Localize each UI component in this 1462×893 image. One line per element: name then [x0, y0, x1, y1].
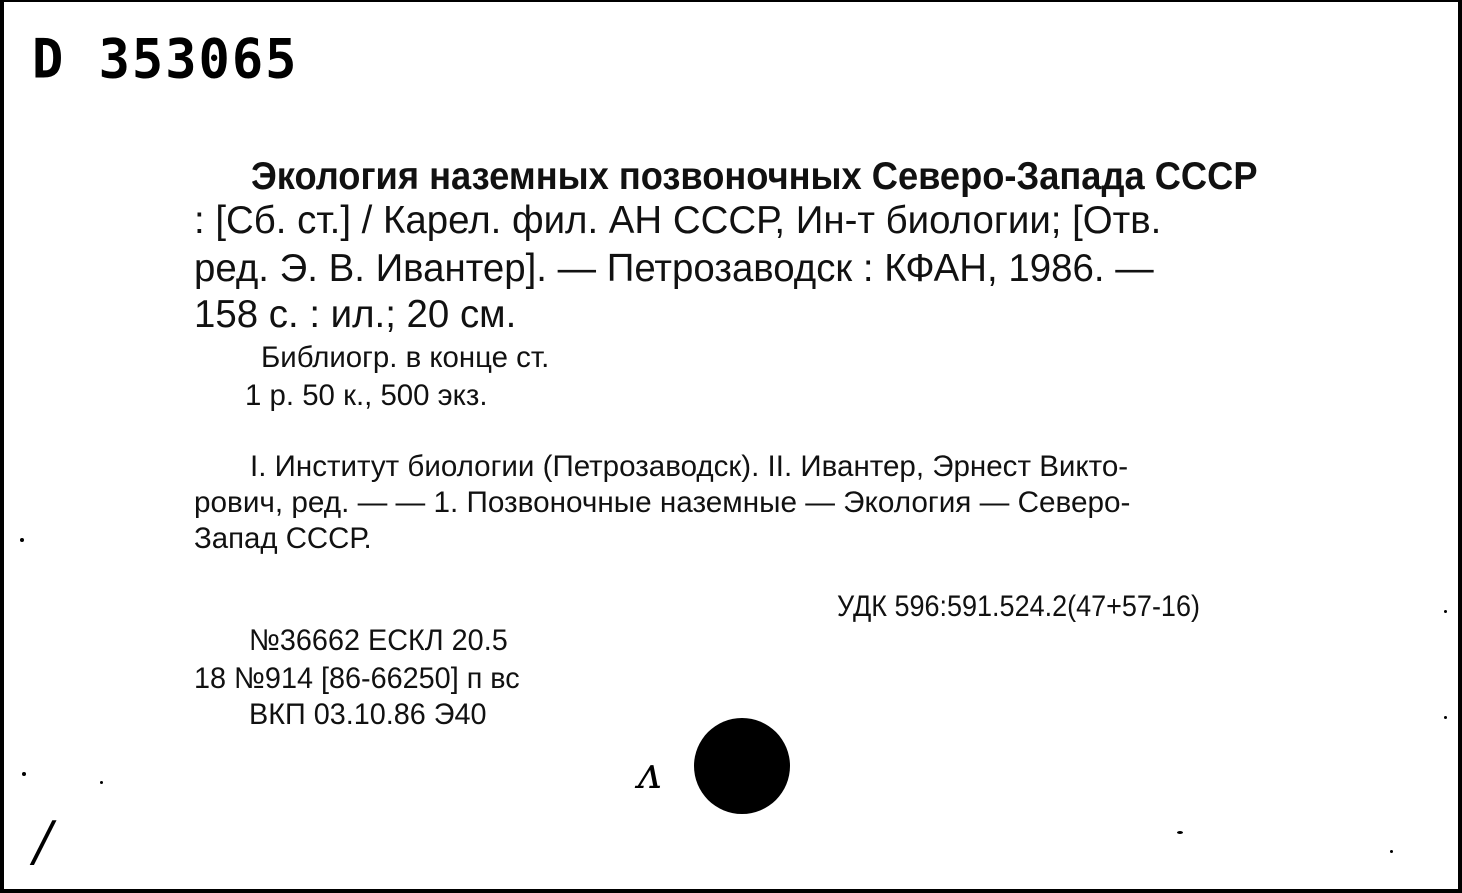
call-number: D 353065 [32, 28, 299, 91]
speck [22, 772, 26, 776]
note-price-copies: 1 р. 50 к., 500 экз. [245, 379, 488, 412]
udk-code: УДК 596:591.524.2(47+57-16) [837, 590, 1200, 623]
tracing-line: рович, ред. — — 1. Позвоночные наземные — Экология — Северо- [194, 486, 1131, 519]
description-line: : [Сб. ст.] / Карел. фил. АН СССР, Ин-т биологии; [Отв. [194, 199, 1162, 242]
description-line: 158 с. : ил.; 20 см. [194, 293, 517, 336]
tracing-line: I. Институт биологии (Петрозаводск). II. Ивантер, Эрнест Викто- [250, 450, 1129, 483]
catalog-line: 18 №914 [86-66250] п вс [194, 662, 520, 695]
note-bibliography: Библиогр. в конце ст. [261, 341, 550, 374]
speck [100, 781, 103, 784]
speck [1444, 610, 1447, 613]
catalog-line: ВКП 03.10.86 Э40 [249, 698, 487, 731]
speck [1177, 831, 1183, 834]
speck [1444, 716, 1447, 719]
card-title: Экология наземных позвоночных Северо-Запада СССР [251, 155, 1258, 198]
speck [1390, 850, 1393, 853]
handwritten-mark-corner: / [34, 810, 53, 873]
description-line: ред. Э. В. Ивантер]. — Петрозаводск : КФАН, 1986. — [194, 247, 1154, 290]
speck [20, 538, 24, 542]
handwritten-mark-hole: ʌ [632, 748, 669, 799]
punch-hole [694, 718, 790, 814]
tracing-line: Запад СССР. [194, 522, 372, 555]
catalog-line: №36662 ЕСКЛ 20.5 [249, 624, 508, 657]
